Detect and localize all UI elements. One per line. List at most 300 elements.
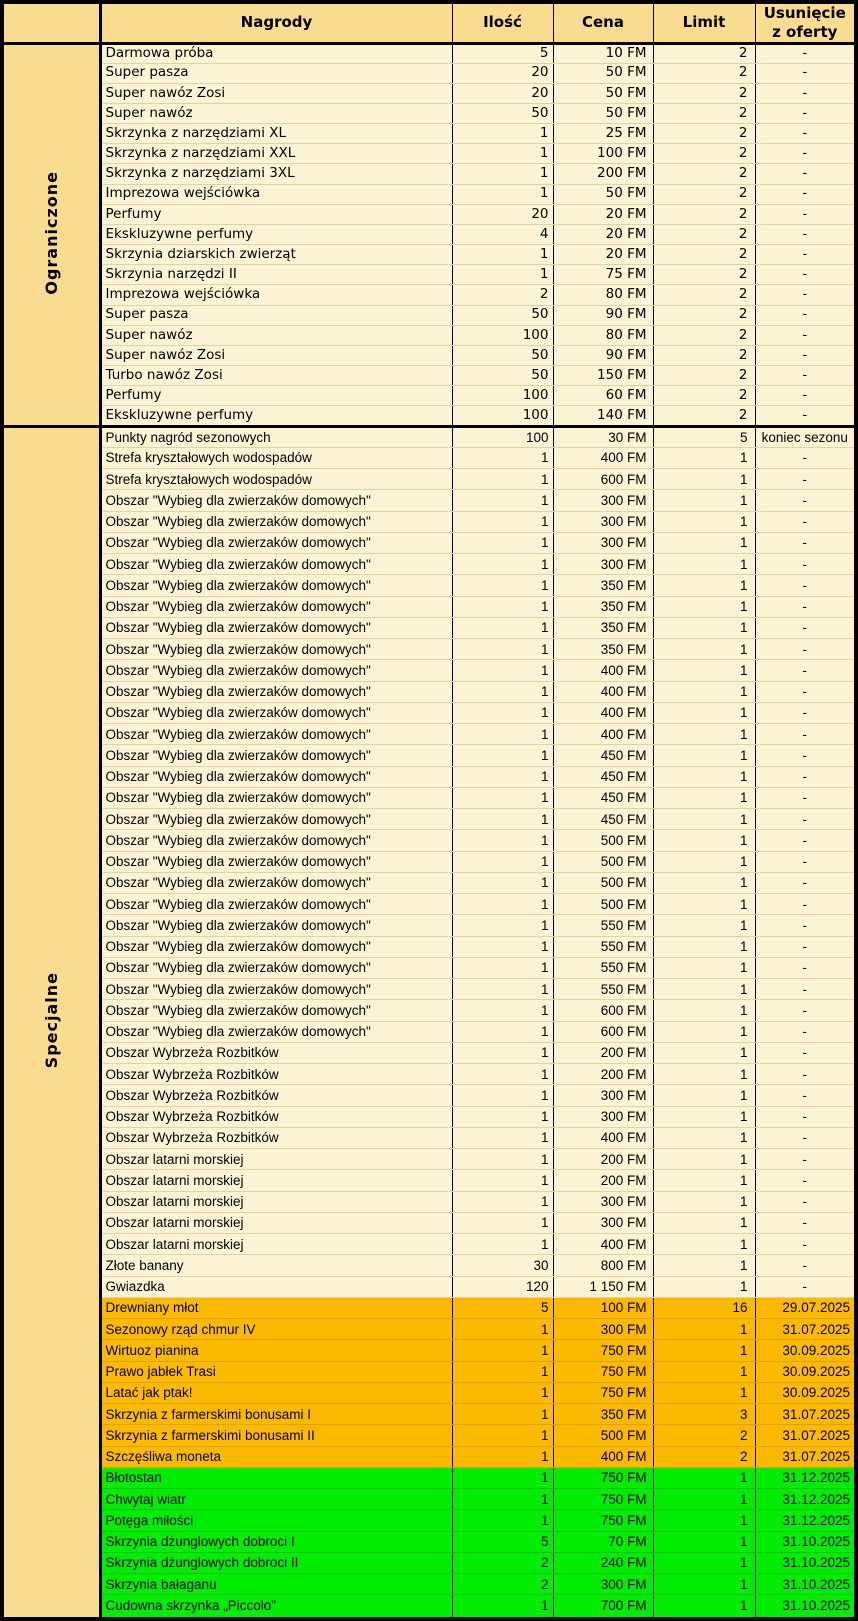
table-row — [4, 745, 854, 766]
limit-cell: 2 — [653, 366, 755, 386]
table-row — [4, 617, 854, 638]
quantity-cell: 1 — [452, 1361, 553, 1382]
removal-cell: - — [755, 1234, 854, 1255]
reward-name-cell: Punkty nagród sezonowych — [100, 426, 452, 447]
table-row — [4, 1425, 854, 1446]
quantity-cell: 1 — [452, 469, 553, 490]
removal-cell: - — [755, 1042, 854, 1063]
removal-cell: - — [755, 1212, 854, 1233]
limit-cell: 2 — [653, 184, 755, 204]
removal-cell: - — [755, 164, 854, 184]
limit-cell: 2 — [653, 245, 755, 265]
table-row — [4, 1510, 854, 1531]
reward-name-cell: Obszar "Wybieg dla zwierzaków domowych" — [100, 872, 452, 893]
limit-cell: 1 — [653, 617, 755, 638]
price-cell: 300 FM — [553, 1319, 653, 1340]
reward-name-cell: Obszar "Wybieg dla zwierzaków domowych" — [100, 639, 452, 660]
removal-cell: - — [755, 265, 854, 285]
limit-cell: 2 — [653, 265, 755, 285]
limit-cell: 1 — [653, 532, 755, 553]
quantity-cell: 1 — [452, 851, 553, 872]
quantity-cell: 1 — [452, 1021, 553, 1042]
removal-cell: - — [755, 936, 854, 957]
reward-name-cell: Obszar Wybrzeża Rozbitków — [100, 1085, 452, 1106]
reward-name-cell: Skrzynia bałaganu — [100, 1574, 452, 1595]
price-cell: 350 FM — [553, 617, 653, 638]
limit-cell: 1 — [653, 447, 755, 468]
table-row — [4, 164, 854, 184]
reward-name-cell: Błotostan — [100, 1467, 452, 1488]
price-cell: 450 FM — [553, 766, 653, 787]
table-row — [4, 851, 854, 872]
table-row — [4, 702, 854, 723]
price-cell: 300 FM — [553, 554, 653, 575]
limit-cell: 1 — [653, 872, 755, 893]
limit-cell: 1 — [653, 554, 755, 575]
limit-cell: 1 — [653, 915, 755, 936]
removal-cell: - — [755, 204, 854, 224]
quantity-cell: 1 — [452, 124, 553, 144]
removal-cell: - — [755, 830, 854, 851]
removal-cell: - — [755, 1127, 854, 1148]
quantity-cell: 1 — [452, 1404, 553, 1425]
table-row — [4, 265, 854, 285]
removal-cell: koniec sezonu — [755, 426, 854, 447]
table-row — [4, 406, 854, 426]
removal-cell: - — [755, 554, 854, 575]
table-row — [4, 787, 854, 808]
table-row — [4, 305, 854, 325]
table-row — [4, 639, 854, 660]
removal-cell: - — [755, 660, 854, 681]
table-row — [4, 1531, 854, 1552]
price-cell: 50 FM — [553, 83, 653, 103]
removal-cell: 31.12.2025 — [755, 1489, 854, 1510]
price-cell: 200 FM — [553, 1042, 653, 1063]
removal-cell: - — [755, 979, 854, 1000]
quantity-cell: 1 — [452, 1212, 553, 1233]
reward-name-cell: Drewniany młot — [100, 1297, 452, 1318]
removal-cell: - — [755, 575, 854, 596]
quantity-cell: 1 — [452, 639, 553, 660]
quantity-cell: 1 — [452, 490, 553, 511]
header-row — [4, 4, 854, 43]
section-ograniczone — [4, 43, 854, 426]
table-row — [4, 1404, 854, 1425]
reward-name-cell: Obszar Wybrzeża Rozbitków — [100, 1127, 452, 1148]
price-cell: 750 FM — [553, 1361, 653, 1382]
table-row — [4, 386, 854, 406]
price-cell: 300 FM — [553, 1574, 653, 1595]
price-cell: 450 FM — [553, 787, 653, 808]
limit-cell: 1 — [653, 957, 755, 978]
reward-name-cell: Obszar "Wybieg dla zwierzaków domowych" — [100, 511, 452, 532]
section-label-ograniczone — [4, 43, 100, 426]
limit-cell: 1 — [653, 596, 755, 617]
limit-cell: 1 — [653, 1064, 755, 1085]
limit-cell: 1 — [653, 724, 755, 745]
price-cell: 140 FM — [553, 406, 653, 426]
limit-cell: 2 — [653, 325, 755, 345]
quantity-cell: 1 — [452, 265, 553, 285]
limit-cell: 1 — [653, 787, 755, 808]
reward-name-cell: Obszar Wybrzeża Rozbitków — [100, 1064, 452, 1085]
quantity-cell: 1 — [452, 830, 553, 851]
reward-name-cell: Obszar latarni morskiej — [100, 1170, 452, 1191]
reward-name-cell: Super pasza — [100, 305, 452, 325]
price-cell: 1 150 FM — [553, 1276, 653, 1297]
limit-cell: 1 — [653, 1319, 755, 1340]
removal-cell: - — [755, 596, 854, 617]
quantity-cell: 100 — [452, 325, 553, 345]
limit-cell: 1 — [653, 702, 755, 723]
table-row — [4, 724, 854, 745]
price-cell: 300 FM — [553, 511, 653, 532]
limit-cell: 1 — [653, 1552, 755, 1573]
reward-name-cell: Obszar "Wybieg dla zwierzaków domowych" — [100, 766, 452, 787]
table-row — [4, 1085, 854, 1106]
limit-cell: 1 — [653, 511, 755, 532]
reward-name-cell: Obszar "Wybieg dla zwierzaków domowych" — [100, 596, 452, 617]
removal-cell: - — [755, 83, 854, 103]
quantity-cell: 1 — [452, 809, 553, 830]
table-row — [4, 936, 854, 957]
price-cell: 300 FM — [553, 532, 653, 553]
limit-cell: 1 — [653, 1000, 755, 1021]
quantity-cell: 1 — [452, 1000, 553, 1021]
price-cell: 240 FM — [553, 1552, 653, 1573]
removal-cell: - — [755, 809, 854, 830]
removal-cell: - — [755, 681, 854, 702]
table-header — [4, 4, 854, 43]
price-cell: 500 FM — [553, 894, 653, 915]
table-row — [4, 1552, 854, 1573]
limit-cell: 2 — [653, 103, 755, 123]
quantity-cell: 1 — [452, 1234, 553, 1255]
table-row — [4, 1446, 854, 1467]
removal-cell: - — [755, 1085, 854, 1106]
reward-name-cell: Latać jak ptak! — [100, 1382, 452, 1403]
removal-cell: 31.07.2025 — [755, 1404, 854, 1425]
quantity-cell: 50 — [452, 345, 553, 365]
price-cell: 150 FM — [553, 366, 653, 386]
removal-cell: 31.07.2025 — [755, 1446, 854, 1467]
quantity-cell: 1 — [452, 894, 553, 915]
reward-name-cell: Skrzynia narzędzi II — [100, 265, 452, 285]
quantity-cell: 1 — [452, 1170, 553, 1191]
price-cell: 450 FM — [553, 745, 653, 766]
quantity-cell: 4 — [452, 224, 553, 244]
removal-cell: - — [755, 1021, 854, 1042]
quantity-cell: 1 — [452, 1340, 553, 1361]
price-cell: 400 FM — [553, 1127, 653, 1148]
price-cell: 50 FM — [553, 184, 653, 204]
limit-cell: 1 — [653, 830, 755, 851]
price-cell: 50 FM — [553, 103, 653, 123]
limit-cell: 1 — [653, 1467, 755, 1488]
table-row — [4, 532, 854, 553]
reward-name-cell: Skrzynia z farmerskimi bonusami II — [100, 1425, 452, 1446]
limit-cell: 2 — [653, 1446, 755, 1467]
quantity-cell: 1 — [452, 915, 553, 936]
removal-cell: - — [755, 1276, 854, 1297]
limit-cell: 2 — [653, 63, 755, 83]
quantity-cell: 20 — [452, 83, 553, 103]
price-cell: 400 FM — [553, 1446, 653, 1467]
removal-cell: 31.12.2025 — [755, 1510, 854, 1531]
price-cell: 200 FM — [553, 1149, 653, 1170]
rewards-table — [4, 4, 854, 1617]
table-row — [4, 1127, 854, 1148]
table-row — [4, 575, 854, 596]
removal-cell: 31.10.2025 — [755, 1531, 854, 1552]
table-row — [4, 426, 854, 447]
removal-cell: - — [755, 325, 854, 345]
removal-cell: - — [755, 872, 854, 893]
removal-cell: - — [755, 447, 854, 468]
removal-cell: - — [755, 406, 854, 426]
price-cell: 750 FM — [553, 1489, 653, 1510]
reward-name-cell: Obszar "Wybieg dla zwierzaków domowych" — [100, 894, 452, 915]
reward-name-cell: Obszar "Wybieg dla zwierzaków domowych" — [100, 1000, 452, 1021]
section-label-specjalne — [4, 426, 100, 1617]
removal-cell: - — [755, 639, 854, 660]
price-cell: 300 FM — [553, 490, 653, 511]
price-cell: 550 FM — [553, 979, 653, 1000]
quantity-cell: 50 — [452, 305, 553, 325]
reward-name-cell: Ekskluzywne perfumy — [100, 224, 452, 244]
limit-cell: 1 — [653, 745, 755, 766]
removal-cell: - — [755, 915, 854, 936]
reward-name-cell: Obszar latarni morskiej — [100, 1212, 452, 1233]
price-cell: 550 FM — [553, 915, 653, 936]
reward-name-cell: Skrzynka z narzędziami 3XL — [100, 164, 452, 184]
removal-cell: - — [755, 345, 854, 365]
limit-cell: 1 — [653, 1170, 755, 1191]
limit-cell: 3 — [653, 1404, 755, 1425]
quantity-cell: 50 — [452, 366, 553, 386]
quantity-cell: 1 — [452, 660, 553, 681]
quantity-cell: 1 — [452, 575, 553, 596]
table-row — [4, 1212, 854, 1233]
reward-name-cell: Perfumy — [100, 386, 452, 406]
table-row — [4, 1042, 854, 1063]
limit-cell: 1 — [653, 1340, 755, 1361]
quantity-cell: 30 — [452, 1255, 553, 1276]
limit-cell: 1 — [653, 490, 755, 511]
price-cell: 80 FM — [553, 325, 653, 345]
quantity-cell: 120 — [452, 1276, 553, 1297]
price-cell: 30 FM — [553, 426, 653, 447]
reward-name-cell: Obszar latarni morskiej — [100, 1149, 452, 1170]
reward-name-cell: Potęga miłości — [100, 1510, 452, 1531]
limit-cell: 2 — [653, 305, 755, 325]
quantity-cell: 1 — [452, 936, 553, 957]
table-row — [4, 1170, 854, 1191]
table-row — [4, 809, 854, 830]
reward-name-cell: Obszar "Wybieg dla zwierzaków domowych" — [100, 702, 452, 723]
reward-name-cell: Sezonowy rząd chmur IV — [100, 1319, 452, 1340]
limit-cell: 2 — [653, 285, 755, 305]
removal-cell: - — [755, 1106, 854, 1127]
quantity-cell: 1 — [452, 766, 553, 787]
table-row — [4, 894, 854, 915]
table-row — [4, 1319, 854, 1340]
price-cell: 400 FM — [553, 447, 653, 468]
reward-name-cell: Obszar "Wybieg dla zwierzaków domowych" — [100, 830, 452, 851]
limit-cell: 1 — [653, 894, 755, 915]
reward-name-cell: Super nawóz — [100, 325, 452, 345]
quantity-cell: 20 — [452, 204, 553, 224]
table-row — [4, 1467, 854, 1488]
limit-cell: 1 — [653, 469, 755, 490]
table-row — [4, 554, 854, 575]
reward-name-cell: Chwytaj wiatr — [100, 1489, 452, 1510]
section-specjalne — [4, 426, 854, 1617]
quantity-cell: 1 — [452, 447, 553, 468]
limit-cell: 1 — [653, 639, 755, 660]
reward-name-cell: Obszar "Wybieg dla zwierzaków domowych" — [100, 787, 452, 808]
table-row — [4, 325, 854, 345]
price-cell: 400 FM — [553, 681, 653, 702]
removal-cell: - — [755, 285, 854, 305]
price-cell: 500 FM — [553, 830, 653, 851]
table-row — [4, 681, 854, 702]
table-row — [4, 766, 854, 787]
reward-name-cell: Obszar "Wybieg dla zwierzaków domowych" — [100, 617, 452, 638]
price-cell: 75 FM — [553, 265, 653, 285]
removal-cell: - — [755, 469, 854, 490]
corner-cell — [4, 4, 100, 43]
reward-name-cell: Skrzynia dziarskich zwierząt — [100, 245, 452, 265]
limit-cell: 1 — [653, 1489, 755, 1510]
reward-name-cell: Imprezowa wejściówka — [100, 285, 452, 305]
removal-cell: - — [755, 63, 854, 83]
quantity-cell: 1 — [452, 184, 553, 204]
quantity-cell: 1 — [452, 1042, 553, 1063]
quantity-cell: 20 — [452, 63, 553, 83]
price-cell: 450 FM — [553, 809, 653, 830]
reward-name-cell: Super pasza — [100, 63, 452, 83]
quantity-cell: 1 — [452, 596, 553, 617]
removal-cell: 31.07.2025 — [755, 1319, 854, 1340]
price-cell: 750 FM — [553, 1382, 653, 1403]
limit-cell: 1 — [653, 1382, 755, 1403]
table-row — [4, 224, 854, 244]
removal-cell: - — [755, 532, 854, 553]
reward-name-cell: Obszar "Wybieg dla zwierzaków domowych" — [100, 851, 452, 872]
removal-cell: 31.10.2025 — [755, 1552, 854, 1573]
reward-name-cell: Obszar Wybrzeża Rozbitków — [100, 1106, 452, 1127]
limit-cell: 2 — [653, 204, 755, 224]
quantity-cell: 1 — [452, 144, 553, 164]
table-row — [4, 1276, 854, 1297]
reward-name-cell: Imprezowa wejściówka — [100, 184, 452, 204]
table-row — [4, 660, 854, 681]
removal-cell: - — [755, 766, 854, 787]
reward-name-cell: Obszar "Wybieg dla zwierzaków domowych" — [100, 554, 452, 575]
quantity-cell: 1 — [452, 554, 553, 575]
quantity-cell: 1 — [452, 1382, 553, 1403]
col-header-ilosc: Ilość — [452, 4, 553, 43]
reward-name-cell: Gwiazdka — [100, 1276, 452, 1297]
quantity-cell: 2 — [452, 285, 553, 305]
price-cell: 500 FM — [553, 1425, 653, 1446]
removal-cell: 29.07.2025 — [755, 1297, 854, 1318]
removal-cell: - — [755, 184, 854, 204]
limit-cell: 1 — [653, 936, 755, 957]
quantity-cell: 1 — [452, 245, 553, 265]
price-cell: 10 FM — [553, 43, 653, 63]
table-row — [4, 872, 854, 893]
limit-cell: 1 — [653, 1212, 755, 1233]
limit-cell: 1 — [653, 681, 755, 702]
limit-cell: 5 — [653, 426, 755, 447]
quantity-cell: 100 — [452, 386, 553, 406]
table-row — [4, 345, 854, 365]
limit-cell: 16 — [653, 1297, 755, 1318]
limit-cell: 1 — [653, 1510, 755, 1531]
reward-name-cell: Super nawóz Zosi — [100, 345, 452, 365]
table-row — [4, 245, 854, 265]
quantity-cell: 1 — [452, 1085, 553, 1106]
table-row — [4, 144, 854, 164]
limit-cell: 1 — [653, 660, 755, 681]
quantity-cell: 1 — [452, 787, 553, 808]
table-row — [4, 1191, 854, 1212]
quantity-cell: 1 — [452, 164, 553, 184]
limit-cell: 1 — [653, 1276, 755, 1297]
quantity-cell: 2 — [452, 1574, 553, 1595]
reward-name-cell: Obszar "Wybieg dla zwierzaków domowych" — [100, 936, 452, 957]
table-row — [4, 1234, 854, 1255]
section-label-text: Ograniczone — [41, 170, 61, 295]
quantity-cell: 1 — [452, 957, 553, 978]
removal-cell: - — [755, 224, 854, 244]
reward-name-cell: Skrzynia z farmerskimi bonusami I — [100, 1404, 452, 1425]
quantity-cell: 1 — [452, 681, 553, 702]
price-cell: 25 FM — [553, 124, 653, 144]
limit-cell: 1 — [653, 1127, 755, 1148]
reward-name-cell: Obszar "Wybieg dla zwierzaków domowych" — [100, 979, 452, 1000]
price-cell: 300 FM — [553, 1106, 653, 1127]
table-row — [4, 1021, 854, 1042]
limit-cell: 2 — [653, 124, 755, 144]
removal-cell: - — [755, 144, 854, 164]
removal-cell: - — [755, 103, 854, 123]
removal-cell: 31.07.2025 — [755, 1425, 854, 1446]
limit-cell: 1 — [653, 1255, 755, 1276]
quantity-cell: 1 — [452, 1467, 553, 1488]
limit-cell: 2 — [653, 406, 755, 426]
price-cell: 750 FM — [553, 1510, 653, 1531]
reward-name-cell: Super nawóz Zosi — [100, 83, 452, 103]
removal-cell: - — [755, 366, 854, 386]
quantity-cell: 1 — [452, 617, 553, 638]
price-cell: 750 FM — [553, 1340, 653, 1361]
limit-cell: 1 — [653, 1595, 755, 1617]
limit-cell: 1 — [653, 1085, 755, 1106]
quantity-cell: 5 — [452, 1297, 553, 1318]
quantity-cell: 1 — [452, 1106, 553, 1127]
reward-name-cell: Obszar latarni morskiej — [100, 1191, 452, 1212]
price-cell: 600 FM — [553, 1000, 653, 1021]
price-cell: 80 FM — [553, 285, 653, 305]
reward-name-cell: Strefa kryształowych wodospadów — [100, 469, 452, 490]
price-cell: 550 FM — [553, 936, 653, 957]
table-row — [4, 63, 854, 83]
price-cell: 400 FM — [553, 660, 653, 681]
